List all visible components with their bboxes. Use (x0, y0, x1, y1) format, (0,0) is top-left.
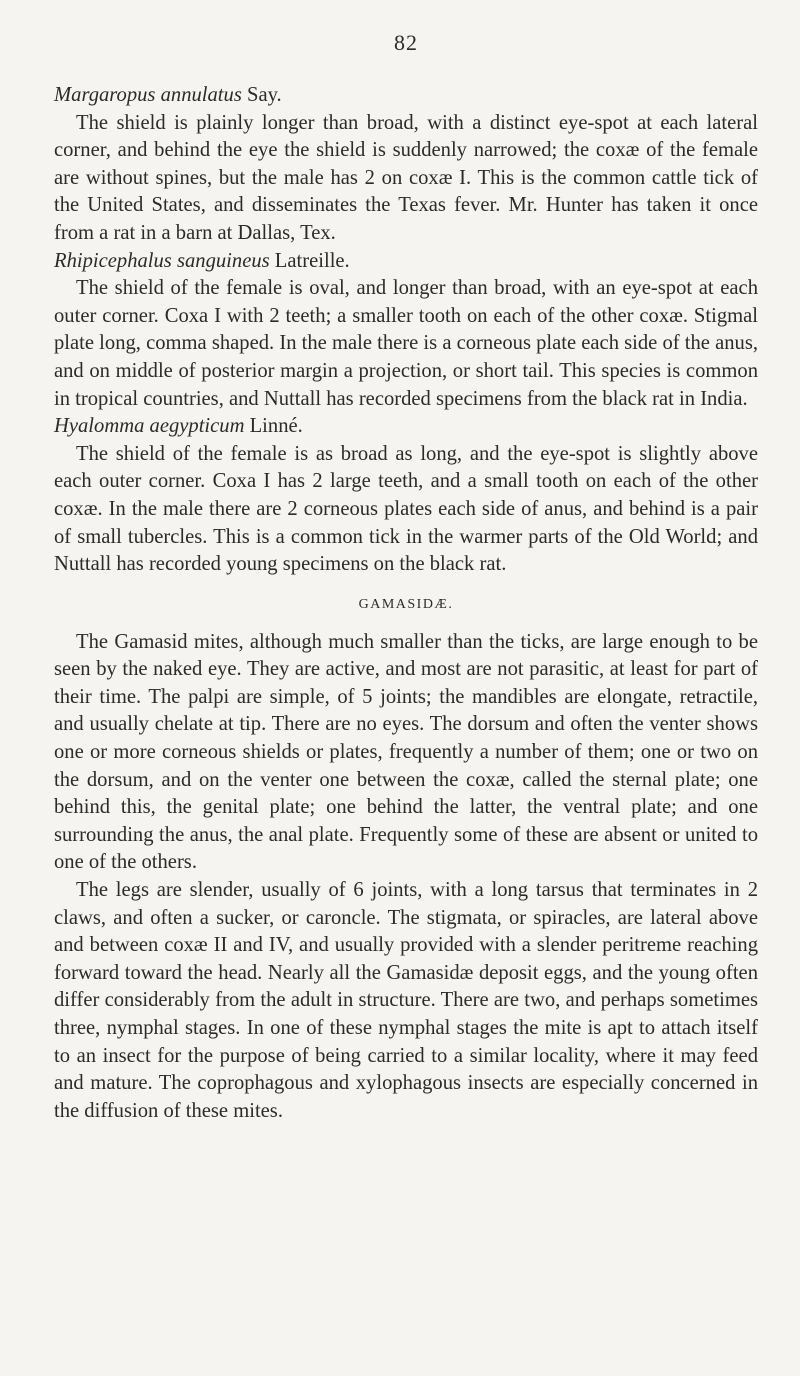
section-heading: GAMASIDÆ. (358, 596, 454, 612)
species-author: Latreille. (269, 249, 350, 272)
species-entry-margaropus (54, 82, 758, 248)
species-description: The shield is plainly longer than broad, with a distinct eye-spot at each lateral corner, and behind the eye the shield is suddenly narrowed; the coxæ of the female are without spines, but the male has 2 on coxæ I. This is the common cattle tick of the United States, and disseminates the Texas fever. Mr. Hunter has taken it once from a rat in a barn at Dallas, Tex. (54, 111, 758, 244)
species-author: Say. (241, 84, 282, 106)
species-description: The shield of the female is as broad as long, and the eye-spot is slightly above each outer corner. Coxa I has 2 large teeth, and a small tooth on each of the other coxæ. In the male there are 2 corneous plates each side of anus, and behind is a pair of small tubercles. This is a common tick in the warmer parts of the Old World; and Nuttall has recorded young specimens on the black rat. (54, 442, 758, 576)
species-entry-hyalomma (54, 413, 758, 579)
species-name: Margaropus annulatus (54, 84, 242, 106)
species-heading (54, 248, 758, 276)
page-number: 82 (394, 30, 418, 55)
species-name: Hyalomma aegypticum (54, 415, 245, 438)
species-description: The shield of the female is oval, and longer than broad, with an eye-spot at each outer corner. Coxa I with 2 teeth; a smaller tooth on each of the other coxæ. Stigmal plate long, comma shaped. In the male there is a corneous plate each side of the anus, and on middle of posterior margin a projection, or short tail. This species is common in tropical countries, and Nuttall has recorded specimens from the black rat in India. (54, 277, 758, 410)
gamasidae-section (54, 595, 758, 1126)
species-author: Linné. (244, 415, 303, 438)
species-entry-rhipicephalus (54, 248, 758, 414)
section-paragraph: The Gamasid mites, although much smaller than the ticks, are large enough to be seen by the naked eye. They are active, and most are not parasitic, at least for part of their time. The palpi are simple, of 5 joints; the mandibles are elongate, retractile, and usually chelate at tip. There are no eyes. The dorsum and often the venter shows one or more corneous shields or plates, frequently a number of them; one or two on the dorsum, and on the venter one between the coxæ, called the sternal plate; one behind this, the genital plate; one behind the latter, the ventral plate; and one surrounding the anus, the anal plate. Frequently some of these are absent or united to one of the others. (54, 630, 758, 874)
species-heading (54, 413, 758, 441)
species-heading (54, 82, 758, 110)
species-name: Rhipicephalus sanguineus (54, 249, 270, 272)
section-paragraph: The legs are slender, usually of 6 joints, with a long tarsus that terminates in 2 claws, and often a sucker, or caroncle. The stigmata, or spiracles, are lateral above and between coxæ II and IV, and usually provided with a slender peritreme reaching forward toward the head. Nearly all the Gamasidæ deposit eggs, and the young often differ considerably from the adult in structure. There are two, and perhaps sometimes three, nymphal stages. In one of these nymphal stages the mite is apt to attach itself to an insect for the purpose of being carried to a similar locality, where it may feed and mature. The coprophagous and xylophagous insects are especially concerned in the diffusion of these mites. (54, 879, 758, 1122)
